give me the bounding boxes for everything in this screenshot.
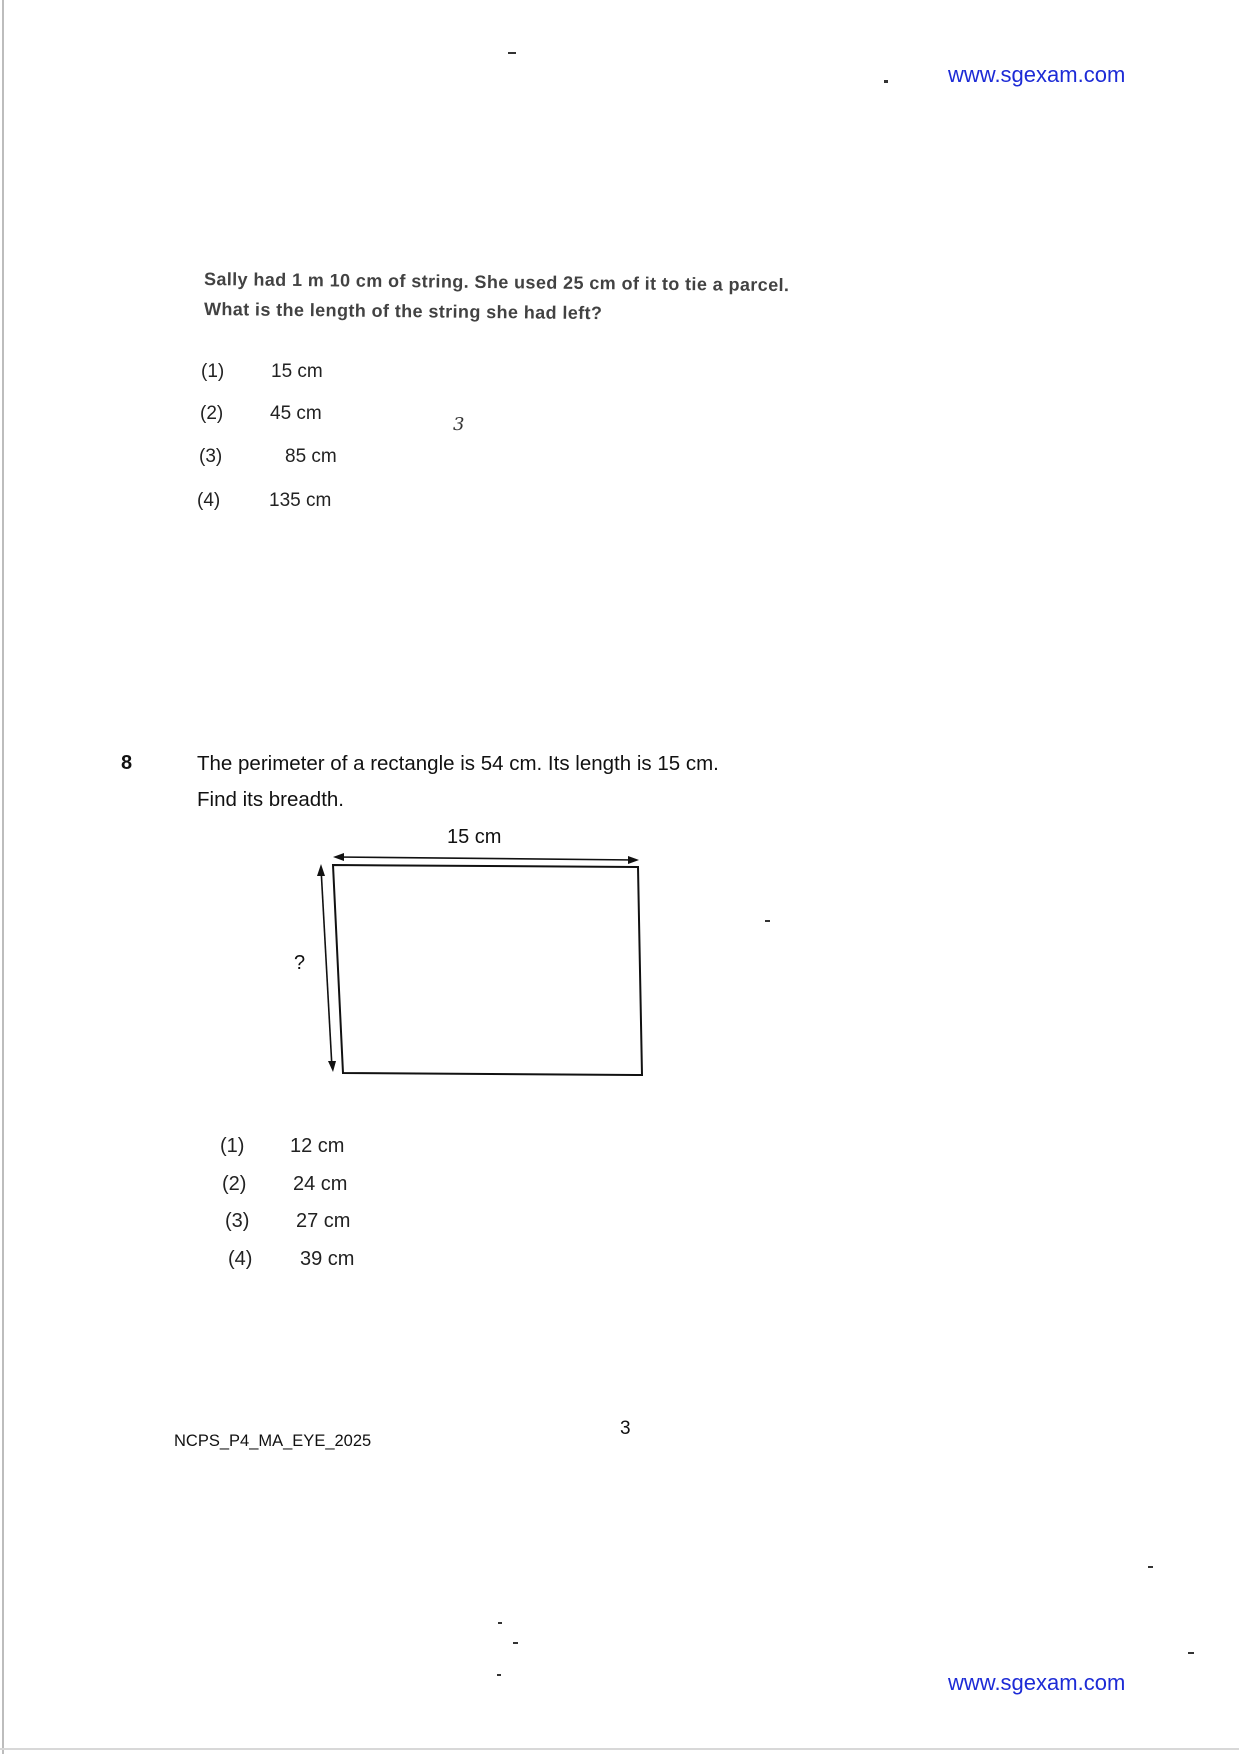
option-number: (2) bbox=[222, 1173, 247, 1195]
scan-speck bbox=[1148, 1566, 1153, 1568]
option-number: (2) bbox=[200, 403, 224, 424]
option-value: 39 cm bbox=[300, 1248, 355, 1270]
scan-speck bbox=[1188, 1652, 1194, 1654]
scan-speck bbox=[508, 52, 516, 54]
option-number: (3) bbox=[225, 1210, 250, 1232]
rectangle-shape bbox=[333, 865, 642, 1075]
breadth-arrowhead-top bbox=[317, 864, 325, 876]
option-number: (3) bbox=[199, 446, 223, 467]
length-arrowhead-left bbox=[333, 853, 344, 861]
watermark-link-top[interactable]: www.sgexam.com bbox=[948, 62, 1126, 87]
rectangle-diagram bbox=[294, 820, 660, 1080]
handwritten-mark: 3 bbox=[453, 414, 465, 435]
option-number: (4) bbox=[228, 1248, 253, 1270]
scan-speck bbox=[498, 1622, 502, 1624]
breadth-arrowhead-bottom bbox=[328, 1061, 336, 1072]
page-number: 3 bbox=[620, 1418, 631, 1439]
page-edge-bottom bbox=[0, 1748, 1239, 1750]
scan-speck bbox=[765, 920, 770, 922]
scan-speck bbox=[497, 1674, 501, 1676]
page-edge-left bbox=[2, 0, 4, 1754]
question7-text-line2: What is the length of the string she had left? bbox=[203, 299, 603, 324]
option-value: 85 cm bbox=[285, 446, 337, 467]
question8-text-line2: Find its breadth. bbox=[197, 788, 344, 811]
option-value: 135 cm bbox=[269, 490, 332, 511]
rectangle-diagram-svg bbox=[300, 820, 660, 1080]
watermark-link-bottom[interactable]: www.sgexam.com bbox=[948, 1670, 1126, 1695]
breadth-arrow bbox=[321, 868, 332, 1068]
paper-code: NCPS_P4_MA_EYE_2025 bbox=[174, 1432, 372, 1450]
option-value: 12 cm bbox=[290, 1135, 345, 1157]
option-number: (1) bbox=[201, 361, 225, 382]
option-value: 45 cm bbox=[270, 403, 322, 424]
option-value: 27 cm bbox=[296, 1210, 351, 1232]
option-value: 24 cm bbox=[293, 1173, 348, 1195]
scan-speck bbox=[884, 80, 888, 83]
breadth-label: ? bbox=[294, 952, 306, 974]
option-value: 15 cm bbox=[271, 361, 323, 382]
length-arrow bbox=[336, 857, 636, 860]
length-label: 15 cm bbox=[447, 826, 502, 848]
question7-text-line1: Sally had 1 m 10 cm of string. She used 25 cm of it to tie a parcel. bbox=[203, 269, 790, 296]
option-number: (1) bbox=[220, 1135, 245, 1157]
question8-text-line1: The perimeter of a rectangle is 54 cm. Its length is 15 cm. bbox=[197, 752, 719, 775]
scan-speck bbox=[513, 1642, 518, 1644]
length-arrowhead-right bbox=[628, 856, 639, 864]
question8-number: 8 bbox=[121, 752, 133, 774]
option-number: (4) bbox=[197, 490, 221, 511]
